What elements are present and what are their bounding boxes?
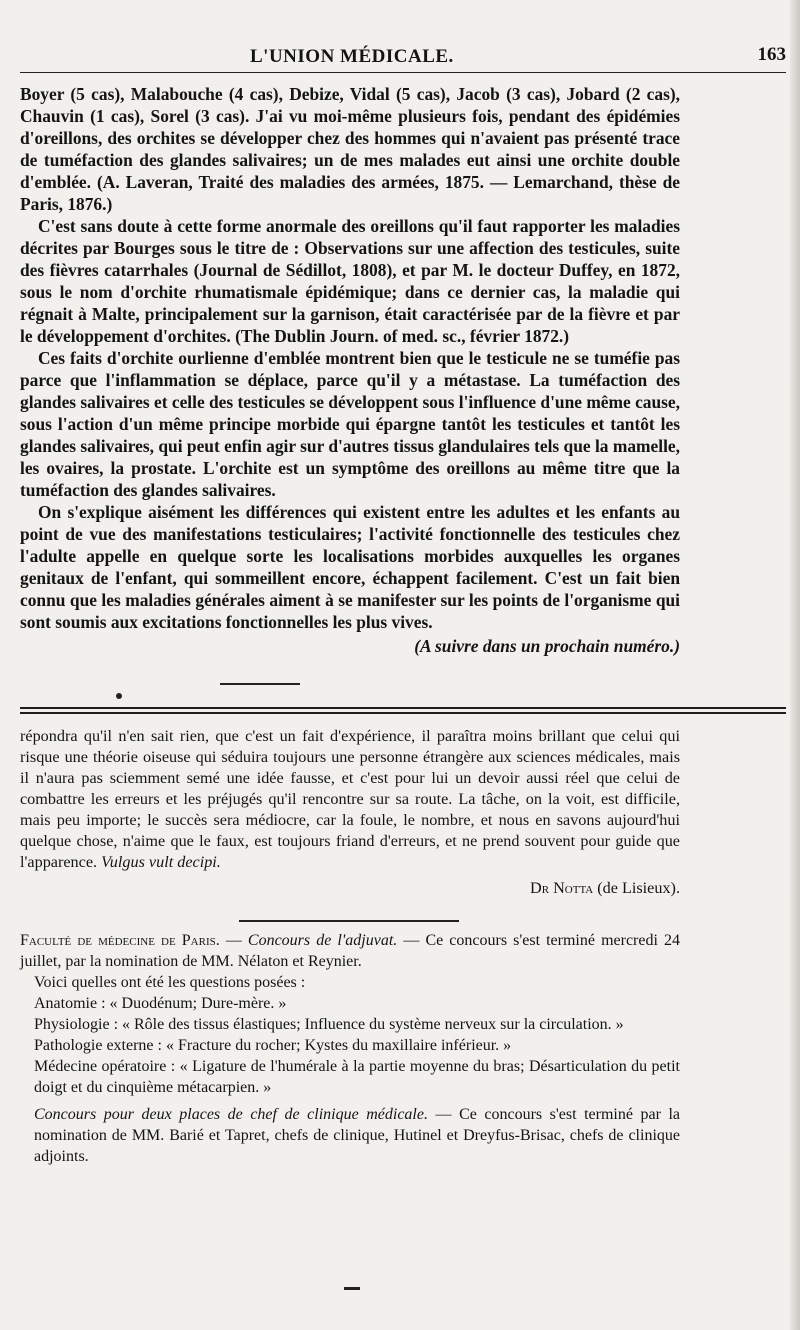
footer-mark: [344, 1287, 360, 1290]
question-pathologie: Pathologie externe : « Fracture du rocher; Kystes du maxillaire inférieur. »: [34, 1037, 512, 1054]
page-header: [20, 38, 786, 72]
paragraph-3: Ces faits d'orchite ourlienne d'emblée montrent bien que le testicule ne se tuméfie pas parce que l'inflammation se déplace, parce qu'il y a métastase. La tuméfaction des glandes salivaires et celle des testicules se développent sous l'influence d'une même cause, sous l'action d'un même principe morbide qui épargne tantôt les testicules et tantôt les glandes salivaires, qui peut enfin agir sur d'autres tissus glandulaires tels que la mamelle, les ovaires, la prostate. L'orchite est un symptôme des oreillons au même titre que la tuméfaction des glandes salivaires.: [20, 348, 680, 500]
paragraph-4: On s'explique aisément les différences qui existent entre les adultes et les enfants au point de vue des manifestations testiculaires; l'activité fonctionnelle des testicules chez l'adulte appelle en quelque sorte les localisations morbides auxquelles les organes genitaux de l'enfant, qui sommeillent encore, échappent facilement. C'est un fait bien connu que les maladies générales aiment à se manifester sur les points de l'organisme qui sont soumis aux excitations fonctionnelles les plus vives.: [20, 502, 680, 632]
header-rule: [20, 72, 786, 73]
separator-mid: [239, 920, 459, 922]
section-double-rule: [20, 707, 786, 714]
question-anatomie: Anatomie : « Duodénum; Dure-mère. »: [34, 995, 287, 1012]
paragraph-2: C'est sans doute à cette forme anormale des oreillons qu'il faut rapporter les maladies décrites par Bourges sous le titre de : Observations sur une affection des testicules, suite des fièvres catarrhales (Journal de Sédillot, 1808), et par M. le docteur Duffey, en 1872, sous le nom d'orchite rhumatismale épidémique; dans ce dernier cas, la maladie qui régnait à Malte, principalement sur la garnison, était caractérisée par de la fièvre et par le développement d'orchites. (The Dublin Journ. of med. sc., février 1872.): [20, 216, 680, 346]
clinique-announcement: Concours pour deux places de chef de clinique médicale. — Ce concours s'est terminé par la nomination de MM. Barié et Tapret, chefs de clinique, Hutinel et Dreyfus-Brisac, chefs de clinique adjoints.: [34, 1106, 681, 1165]
running-title: L'UNION MÉDICALE.: [250, 46, 454, 67]
page-edge-shadow: [790, 0, 800, 1330]
paragraph-1: Boyer (5 cas), Malabouche (4 cas), Debize, Vidal (5 cas), Jacob (3 cas), Jobard (2 cas), Chauvin (1 cas), Sorel (3 cas). J'ai vu moi-même plusieurs fois, pendant des épidémies d'oreillons, des orchites se développer chez des hommes qui n'avaient pas présenté trace de tuméfaction des glandes salivaires; un de mes malades eut ainsi une orchite double d'emblée. (A. Laveran, Traité des maladies des armées, 1875. — Lemarchand, thèse de Paris, 1876.): [20, 84, 680, 214]
author-signature: Dr Notta (de Lisieux).: [530, 879, 680, 897]
main-article: [20, 83, 680, 657]
feuilleton: [20, 726, 680, 898]
ink-dot: [116, 693, 122, 699]
questions-intro: Voici quelles ont été les questions posées :: [34, 974, 306, 991]
to-be-continued: (A suivre dans un prochain numéro.): [414, 636, 680, 656]
adjuvat-announcement: Faculté de médecine de Paris. — Concours de l'adjuvat. — Ce concours s'est terminé mercredi 24 juillet, par la nomination de MM. Nélaton et Reynier.: [20, 932, 681, 970]
question-medecine-operatoire: Médecine opératoire : « Ligature de l'humérale à la partie moyenne du bras; Désarticulation du petit doigt et du cinquième métacarpien. »: [34, 1058, 680, 1096]
page-number: 163: [757, 44, 786, 65]
feuilleton-paragraph: répondra qu'il n'en sait rien, que c'est un fait d'expérience, il paraîtra moins brillant que celui qui risque une théorie oiseuse qui séduira toujours une personne étrangère aux sciences médicales, mais il n'aura pas sciemment semé une idée fausse, et c'est pour lui un devoir aussi réel que celui de combattre les erreurs et les préjugés qu'il rencontre sur sa route. La tâche, on la voit, est difficile, mais peu importe; le succès sera médiocre, car la foule, le nombre, et nous en savons aujourd'hui quelque chose, n'aime que le faux, est toujours friand d'erreurs, et ne prend souvent pour guide que l'apparence. Vulgus vult decipi.: [20, 727, 680, 871]
separator-short: [220, 683, 300, 685]
faculte-news: [20, 930, 680, 1167]
question-physiologie: Physiologie : « Rôle des tissus élastiques; Influence du système nerveux sur la circulation. »: [34, 1016, 624, 1033]
latin-motto: Vulgus vult decipi.: [101, 853, 221, 871]
